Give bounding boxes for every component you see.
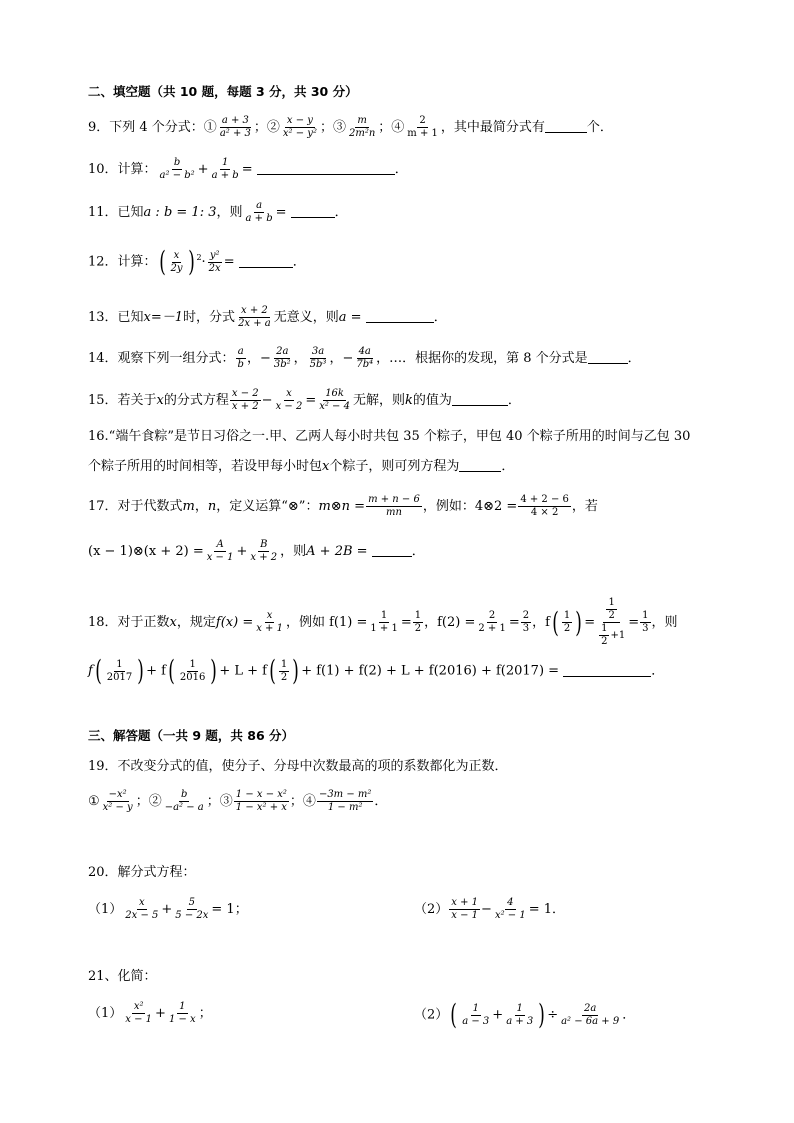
question-20-part-2: （2） $\frac{x + 1}{x - 1}$ − $\frac{4}{\text{x² − 1}}$ = 1．	[414, 897, 565, 921]
answer-blank[interactable]	[545, 122, 587, 133]
question-20-part-1: （1） $\frac{x}{2x - 5}$ + $\frac{5}{5 - 2x}$ = 1；	[88, 897, 248, 921]
answer-blank[interactable]	[459, 461, 501, 472]
question-17: 17．对于代数式m，n，定义运算“⊗”：m⊗n = $\frac{m + n - 6}{mn}$ ，例如：4⊗2 = $\frac{4 + 2 - 6}{4 \times 2}$ ，若	[88, 494, 598, 518]
answer-blank[interactable]	[366, 312, 434, 323]
question-11: 11．已知a : b = 1: 3，则 $\frac{a}{a + b}$ = ．	[88, 200, 348, 224]
answer-blank[interactable]	[239, 257, 293, 268]
question-19-items: ① $\frac{\text{−x²}}{\text{x² − y}}$ ；② $\frac{b}{\text{−a² − a}}$ ；③ $\frac{\text{1 − x − x²}}{\text{1 − x² + x}}$ ；④ $\frac{\text{−3m − m²}}{\text{1 − m²}}$ ．	[88, 789, 388, 813]
question-21-part-2: （2）( $\frac{1}{a - 3}$ + $\frac{1}{a + 3}$ ) ÷ $\frac{2a}{\text{a² − 6a + 9}}$ ．	[414, 998, 636, 1031]
question-20: 20．解分式方程：	[88, 865, 196, 880]
question-18: 18．对于正数x，规定f(x) = $\frac{x}{x + 1}$ ，例如 f(1) = $\frac{1}{1 + 1}$ = $\frac{1}{2}$ ，f(2) = $\frac{2}{2 + 1}$ = $\frac{2}{3}$ ，f( $\frac{1}{2}$ ) = $\frac{1}{2}$ $\frac{1}{2}$ +1 = $\frac{1}{3}$ ，则	[88, 597, 678, 647]
question-15: 15．若关于x的分式方程 $\frac{x - 2}{x + 2}$ − $\frac{x}{x - 2}$ = $\frac{16k}{\text{x² − 4}}$ 无解，则k的值为 ．	[88, 388, 521, 412]
answer-blank[interactable]	[452, 395, 508, 406]
answer-blank[interactable]	[372, 546, 412, 557]
question-16-line-2: 个粽子所用的时间相等，若设甲每小时包x个粽子，则可列方程为 ．	[88, 459, 515, 474]
question-19: 19．不改变分式的值，使分子、分母中次数最高的项的系数都化为正数．	[88, 759, 508, 774]
question-21-part-1: （1） $\frac{\text{x²}}{x - 1}$ + $\frac{1}{1 - x}$ ；	[88, 1001, 212, 1025]
question-18-line-2: f( $\frac{1}{2017}$ ) + f( $\frac{1}{2016}$ ) + L + f( $\frac{1}{2}$ ) + f(1) + f(2) + L + f(2016) + f(2017) = ．	[88, 654, 665, 687]
answer-blank[interactable]	[257, 164, 395, 175]
question-21: 21、化简：	[88, 969, 157, 984]
question-16-line-1: 16.“端午食粽”是节日习俗之一.甲、乙两人每小时共包 35 个粽子，甲包 40 个粽子所用的时间与乙包 30	[88, 429, 691, 444]
question-17-line-2: (x − 1)⊗(x + 2) = $\frac{A}{x - 1}$ + $\frac{B}{x + 2}$ ，则A + 2B = ．	[88, 539, 425, 563]
section-3-title: 三、解答题（一共 9 题，共 86 分）	[88, 728, 295, 743]
question-9: 9．下列 4 个分式：① $\frac{a + 3}{\text{a² + 3}}$ ；② $\frac{x - y}{\text{x² − y²}}$ ；③ $\frac{m}{\text{2m²n}}$ ；④ $\frac{2}{m + 1}$ ，其中最简分式有 个．	[88, 115, 613, 139]
q9-text: 9．下列 4 个分式：①	[88, 120, 217, 135]
question-10: 10．计算： $\frac{b}{\text{a² − b²}}$ + $\frac{1}{a + b}$ = ．	[88, 157, 408, 181]
section-2-title: 二、填空题（共 10 题，每题 3 分，共 30 分）	[88, 84, 358, 99]
question-12: 12．计算：( $\frac{x}{2y}$ ) $^2$· $\frac{\text{y²}}{2x}$ = ．	[88, 245, 306, 278]
answer-blank[interactable]	[563, 666, 651, 677]
answer-blank[interactable]	[291, 207, 335, 218]
question-13: 13．已知x=－1时，分式 $\frac{x + 2}{2x + a}$ 无意义，则a = ．	[88, 305, 447, 329]
answer-blank[interactable]	[588, 353, 628, 364]
question-14: 14．观察下列一组分式： $\frac{a}{b}$ ，− $\frac{2a}{\text{3b²}}$ ， $\frac{3a}{\text{5b³}}$ ，− $\frac{4a}{\text{7b⁴}}$ ，…．根据你的发现，第 8 个分式是 ．	[88, 346, 641, 370]
